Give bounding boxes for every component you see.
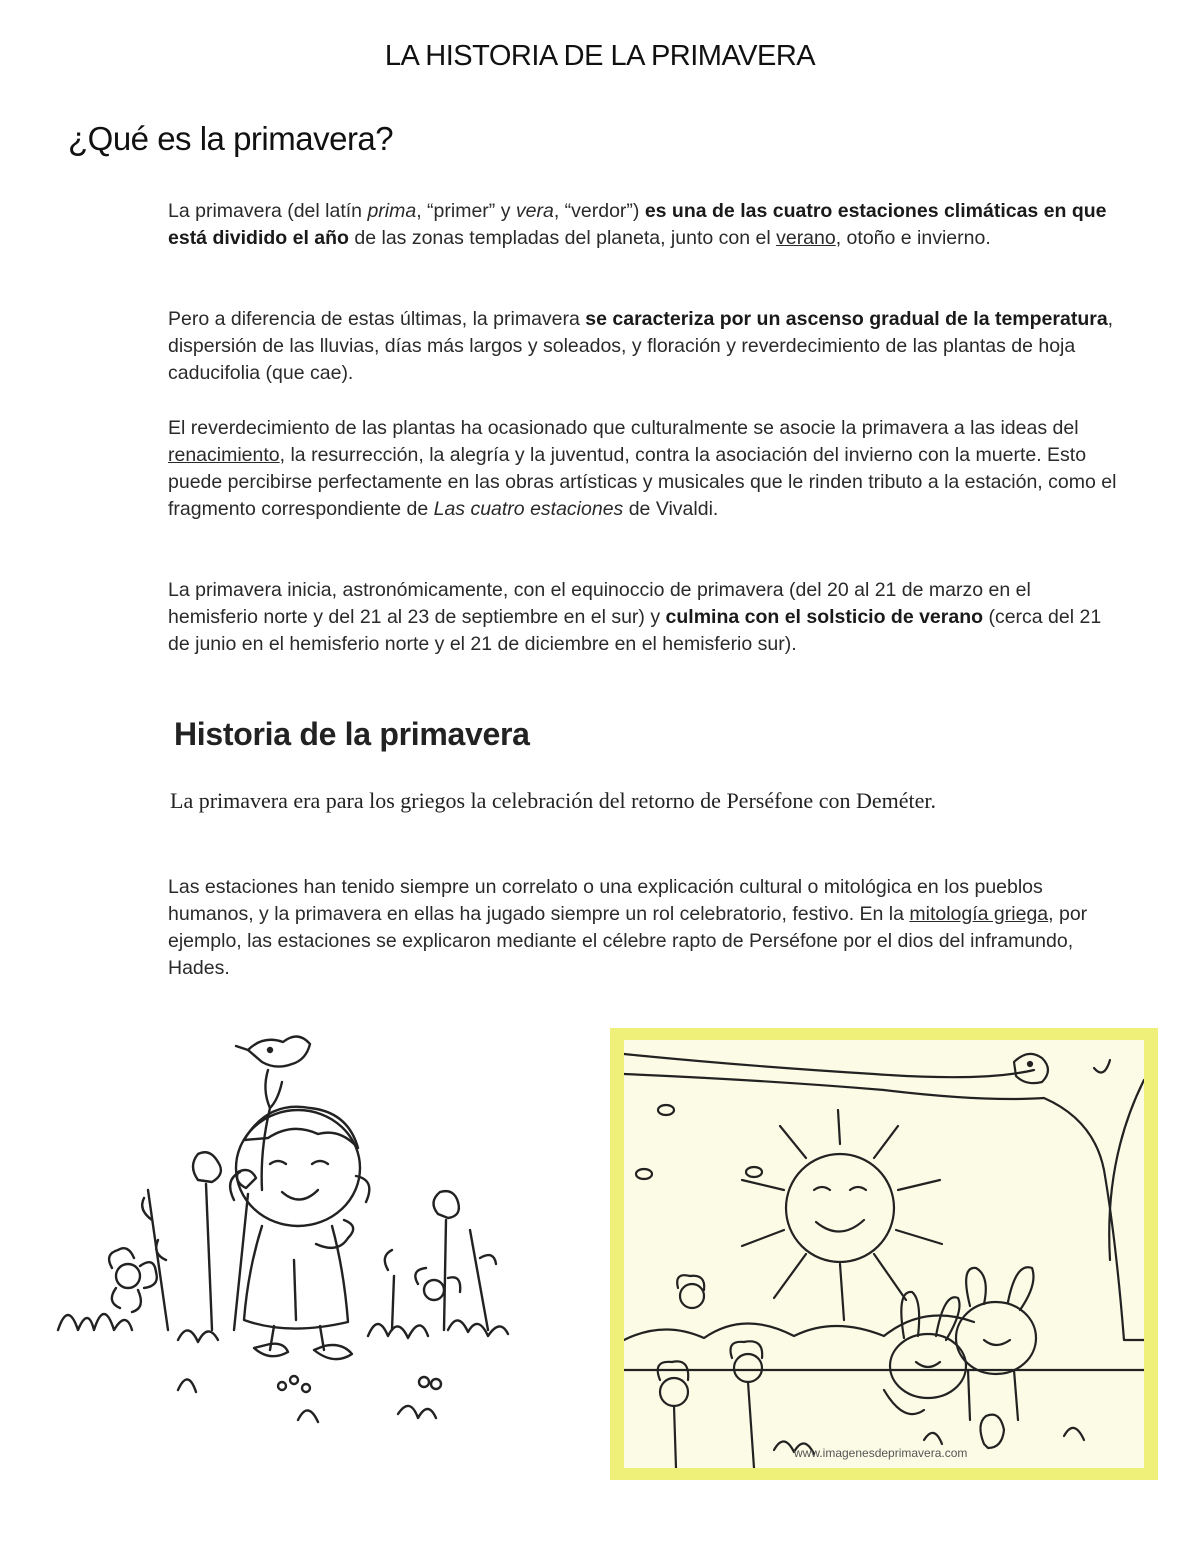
paragraph-reverdecimiento: El reverdecimiento de las plantas ha ocasionado que culturalmente se asocie la primavera a las ideas del renacimiento, la resurrección, la alegría y la juventud, contra la asociación del invierno con la muerte. Esto puede percibirse perfectamente en las obras artísticas y musicales que le rinden tributo a la estación, como el fragmento correspondiente de Las cuatro estaciones de Vivaldi. xyxy=(168,417,1117,520)
paragraph-equinoccio: La primavera inicia, astronómicamente, con el equinoccio de primavera (del 20 al 21 de marzo en el hemisferio norte y del 21 al 23 de septiembre en el sur) y culmina con el solsticio de verano (cerca del 21 de junio en el hemisferio norte y el 21 de diciembre en el hemisferio sur). xyxy=(168,579,1102,655)
watermark: www.imagenesdeprimavera.com xyxy=(794,1446,968,1460)
lead-paragraph-griegos: La primavera era para los griegos la celebración del retorno de Perséfone con Deméter. xyxy=(170,788,936,813)
sun-bunnies-coloring-icon xyxy=(610,1028,1158,1480)
link-renacimiento[interactable]: renacimiento xyxy=(168,444,280,466)
section-heading-historia: Historia de la primavera xyxy=(174,716,530,752)
section-heading-que-es: ¿Qué es la primavera? xyxy=(68,120,394,157)
link-verano[interactable]: verano xyxy=(776,227,836,249)
paragraph-temperatura: Pero a diferencia de estas últimas, la primavera se caracteriza por un ascenso gradual de la temperatura, dispersión de las lluvias, días más largos y soleados, y floración y reverdecimiento de las plantas de hoja caducifolia (que cae). xyxy=(168,308,1114,384)
girl-with-bird-coloring-icon xyxy=(48,1030,528,1450)
page-title: LA HISTORIA DE LA PRIMAVERA xyxy=(384,40,816,72)
paragraph-definicion: La primavera (del latín prima, “primer” y vera, “verdor”) es una de las cuatro estaciones climáticas en que está dividido el año de las zonas templadas del planeta, junto con el verano, otoño e invierno. xyxy=(168,200,1107,249)
paragraph-mitologia: Las estaciones han tenido siempre un correlato o una explicación cultural o mitológica en los pueblos humanos, y la primavera en ellas ha jugado siempre un rol celebratorio, festivo. En la mitología griega, por ejemplo, las estaciones se explicaron mediante el célebre rapto de Perséfone por el dios del inframundo, Hades. xyxy=(168,876,1088,979)
link-mitologia-griega[interactable]: mitología griega xyxy=(909,903,1049,925)
